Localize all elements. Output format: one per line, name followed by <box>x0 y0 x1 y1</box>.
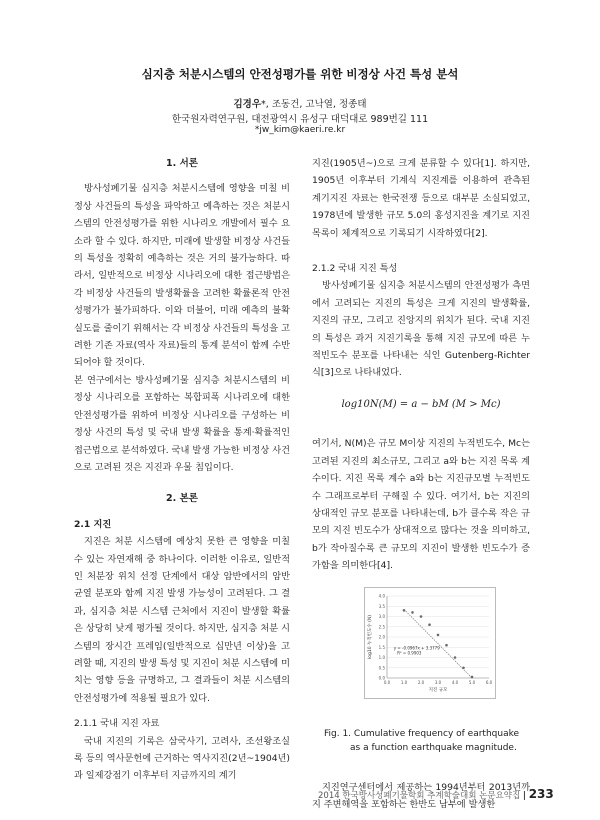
scatter-plot <box>364 587 496 699</box>
co-authors: , 조동건, 고낙열, 정종태 <box>265 99 367 110</box>
characteristics-paragraph: 방사성폐기물 심지층 처분시스템의 안전성평가 측면에서 고려되는 지진의 특성은 크게 지진의 발생확률, 지진의 규모, 그리고 진앙지의 위치가 된다. 국내 지진의 특성은 과거 지진기록을 통해 지진 규모에 따른 누적빈도수 분포를 나타내는 식인 Gutenberg-Richter 식[3]으로 나타내었다. <box>312 280 530 379</box>
affiliation: 한국원자력연구원, 대전광역시 유성구 대덕대로 989번길 111 <box>171 114 429 125</box>
earthquake-paragraph: 지진은 처분 시스템에 예상치 못한 큰 영향을 미칠 수 있는 자연재해 중 하나이다. 이러한 이유로, 일반적인 처분장 위치 선정 단계에서 대상 암반에서의 암반 균열 분포와 함께 지진 발생 가능성이 고려된다. 그 결과, 심지층 처분 시스템 근처에서 지진이 발생할 확률은 상당히 낮게 평가될 것이다. 하지만, 심지층 처분 시스템의 장시간 프레임(일반적으로 십만년 이상)을 고려할 때, 지진의 발생 특성 및 지진이 처분 시스템에 미치는 영향 등을 규명하고, 그 결과들이 처분 시스템의 안전성평가에 적용될 필요가 있다. <box>74 536 290 704</box>
x-axis-title: 지진 규모 <box>428 687 448 693</box>
footer-separator: | <box>522 791 526 801</box>
r-squared-label: R² = 0.9903 <box>397 649 422 655</box>
intro-paragraph-1: 방사성폐기물 심지층 처분시스템에 영향을 미칠 비정상 사건들의 특성을 파악하고 예측하는 것은 처분시스템의 안전성평가를 위한 시나리오 개발에서 필수 요소라 할 수 있다. 하지만, 미래에 발생할 비정상 사건들의 특성을 정확히 예측하는 것은 거의 불가능하다. 따라서, 일반적으로 비정상 시나리오에 대한 접근방법은 각 비정상 사건들의 발생확률을 고려한 확률론적 안전성평가가 불가피하다. 이와 더불어, 미래 예측의 불확실도를 줄이기 위해서는 각 비정상 사건들의 특성을 고려한 기존 자료(역사 자료)들의 통계 분석이 함께 수반되어야 할 것이다. <box>74 183 290 369</box>
chart-svg <box>365 588 495 698</box>
data-point <box>428 623 431 626</box>
subsection-heading-domestic-data: 2.1.1 국내 지진 자료 <box>74 718 160 730</box>
author-email: *jw_kim@kaeri.re.kr <box>254 125 346 135</box>
y-tick-label: 1.5 <box>378 644 385 650</box>
corresponding-mark: * <box>261 99 266 110</box>
closing-paragraph: 지진연구센터에서 제공하는 1994년부터 2013년까지 주변해역을 포함하는 한반도 남부에 발생한 <box>312 781 530 810</box>
subsection-heading-earthquake: 2.1 지진 <box>74 518 112 530</box>
domestic-data-paragraph-start: 국내 지진의 기록은 삼국사기, 고려사, 조선왕조실록 등의 역사문헌에 근거하는 역사지진(2년~1904년)과 일제강점기 이후부터 지금까지의 계기 <box>74 735 290 782</box>
paper-title: 심지층 처분시스템의 안전성평가를 위한 비정상 사건 특성 분석 <box>141 67 459 81</box>
data-point <box>411 611 414 614</box>
gutenberg-richter-equation: log10N(M) = a − bM (M > Mc) <box>341 398 501 410</box>
section-heading-intro: 1. 서론 <box>166 158 198 169</box>
y-tick-label: 0.5 <box>378 664 385 670</box>
intro-paragraph-2: 본 연구에서는 방사성폐기물 심지층 처분시스템의 비정상 시나리오를 포함하는 복합피폭 시나리오에 대한 안전성평가를 위하여 비정상 시나리오를 구성하는 비정상 사건의 특성 및 국내 발생 확률을 통계·확률적인 접근법으로 분석하였다. 국내 발생 가능한 비정상 사건으로 고려된 것은 지진과 우물 침입이다. <box>74 374 290 473</box>
x-tick-label: 1.0 <box>400 679 408 685</box>
x-tick-label: 0.0 <box>383 679 391 685</box>
y-tick-label: 0.0 <box>378 675 385 681</box>
caption-line-2: as a function earthquake magnitude. <box>350 742 517 753</box>
y-tick-label: 2.0 <box>378 634 385 640</box>
figure-1 <box>344 587 494 717</box>
data-point <box>403 609 406 612</box>
domestic-data-paragraph-end: 지진(1905년~)으로 크게 분류할 수 있다[1]. 하지만, 1905년 이후부터 기계식 지진계를 이용하여 관측된 계기지진 자료는 한국전쟁 등으로 대부분 소실되었고, 1978년에 발생한 규모 5.0의 홍성지진을 계기로 지진목록이 체계적으로 기록되기 시작하였다[2]. <box>312 158 530 239</box>
footer-text: 2014 한국방사성폐기물학회 추계학술대회 논문요약집 <box>318 791 521 801</box>
figure-caption <box>312 727 530 755</box>
y-tick-label: 3.5 <box>378 603 385 609</box>
data-point <box>437 633 440 636</box>
y-tick-label: 2.5 <box>378 623 385 629</box>
x-tick-label: 5.0 <box>468 679 476 685</box>
author-list <box>0 96 600 110</box>
section-heading-body: 2. 본론 <box>166 493 198 505</box>
x-tick-label: 4.0 <box>451 679 459 685</box>
data-point <box>445 643 448 646</box>
data-point <box>462 666 465 669</box>
page-footer <box>318 787 554 801</box>
fit-equation-label: y = -0.0967x + 3.3779 <box>393 644 440 650</box>
equation-explanation: 여기서, N(M)은 규모 M이상 지진의 누적빈도수, Mc는 고려된 지진의 최소규모, 그리고 a와 b는 지진 목록 계수이다. 지진 목록 계수 a와 b는 지진규모별 누적빈도수 그래프로부터 구해질 수 있다. 여기서, b는 지진의 상대적인 규모 분포를 나타내는데, b가 클수록 작은 규모의 지진 빈도수가 상대적으로 많다는 것을 의미하고, b가 작아질수록 큰 규모의 지진이 발생한 빈도수가 증가함을 의미한다[4]. <box>312 438 530 572</box>
left-column <box>74 155 290 785</box>
subsection-heading-characteristics: 2.1.2 국내 지진 특성 <box>312 263 398 275</box>
data-point <box>454 656 457 659</box>
data-point <box>471 675 474 678</box>
caption-line-1: Fig. 1. Cumulative frequency of earthquake <box>324 728 520 739</box>
x-tick-label: 6.0 <box>485 679 493 685</box>
y-tick-label: 3.0 <box>378 613 385 619</box>
y-tick-label: 1.0 <box>378 654 385 660</box>
x-tick-label: 2.0 <box>417 679 425 685</box>
right-column <box>312 155 530 813</box>
x-tick-label: 3.0 <box>434 679 442 685</box>
data-point <box>420 615 423 618</box>
first-author: 김경우 <box>233 99 262 110</box>
page-number: 233 <box>528 787 554 801</box>
y-axis-title: log10 누적빈도수 (N) <box>368 614 373 659</box>
y-tick-label: 4.0 <box>378 593 385 599</box>
